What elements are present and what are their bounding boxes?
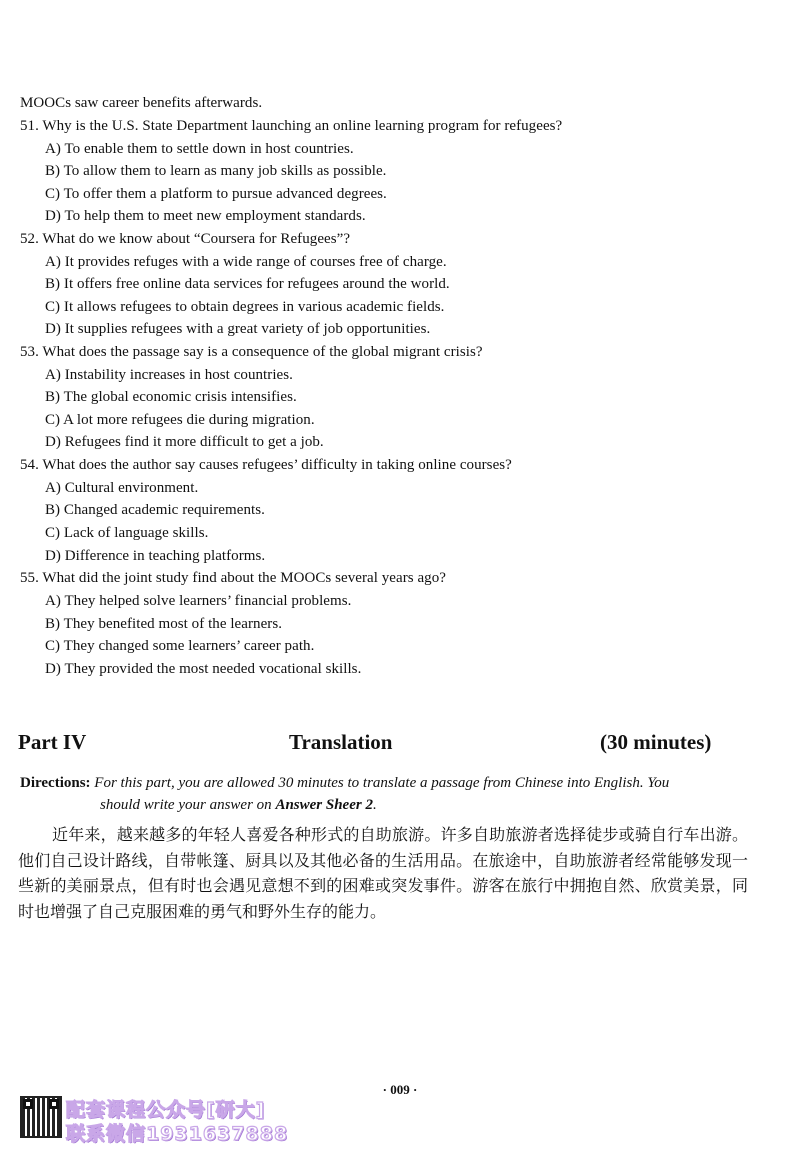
directions-label: Directions: [20, 775, 91, 791]
question-51-option-a: A) To enable them to settle down in host countries. [45, 141, 354, 157]
question-55-option-a: A) They helped solve learners’ financial problems. [45, 593, 352, 609]
question-52-stem: 52. What do we know about “Coursera for Refugees”? [20, 231, 351, 247]
chinese-passage: 近年来，越来越多的年轻人喜爱各种形式的自助旅游。许多自助旅游者选择徒步或骑自行车出游。他们自己设计路线，自带帐篷、厨具以及其他必备的生活用品。在旅途中，自助旅游者经常能够发现一些新的美丽景点，但有时也会遇见意想不到的困难或突发事件。游客在旅行中拥抱自然、欣赏美景，同时也增强了自己克服困难的勇气和野外生存的能力。 [18, 825, 748, 921]
question-55-stem: 55. What did the joint study find about the MOOCs several years ago? [20, 570, 446, 586]
part-title: Translation [289, 730, 393, 754]
question-51-option-c: C) To offer them a platform to pursue advanced degrees. [45, 186, 387, 202]
question-53-stem: 53. What does the passage say is a consequence of the global migrant crisis? [20, 344, 483, 360]
directions [20, 772, 740, 816]
question-53-option-a: A) Instability increases in host countries. [45, 367, 293, 383]
question-54-stem: 54. What does the author say causes refugees’ difficulty in taking online courses? [20, 457, 512, 473]
directions-text-line2-post: . [372, 797, 377, 813]
question-52-option-b: B) It offers free online data services for refugees around the world. [45, 276, 450, 292]
part-time: (30 minutes) [600, 730, 712, 754]
question-52-option-d: D) It supplies refugees with a great variety of job opportunities. [45, 321, 431, 337]
question-51-option-b: B) To allow them to learn as many job skills as possible. [45, 163, 387, 179]
question-53-option-b: B) The global economic crisis intensifies. [45, 389, 297, 405]
page-number: · 009 · [382, 1082, 418, 1097]
directions-text-line2-pre: should write your answer on [100, 797, 276, 813]
promo-line-1: 配套课程公众号[研大] [66, 1099, 266, 1121]
question-55-option-b: B) They benefited most of the learners. [45, 616, 283, 632]
question-53-option-c: C) A lot more refugees die during migration. [45, 412, 315, 428]
question-54-option-a: A) Cultural environment. [45, 480, 199, 496]
question-51-stem: 51. Why is the U.S. State Department launching an online learning program for refugees? [20, 118, 563, 134]
part-label: Part IV [18, 730, 87, 754]
question-54-option-c: C) Lack of language skills. [45, 525, 209, 541]
question-54-option-b: B) Changed academic requirements. [45, 502, 265, 518]
answer-sheet-name: Answer Sheer 2 [275, 797, 373, 813]
question-52-option-c: C) It allows refugees to obtain degrees in various academic fields. [45, 299, 445, 315]
directions-text-line2 [20, 794, 740, 816]
question-55-option-d: D) They provided the most needed vocational skills. [45, 661, 362, 677]
question-52-option-a: A) It provides refuges with a wide range of courses free of charge. [45, 254, 447, 270]
directions-text-line1: For this part, you are allowed 30 minutes to translate a passage from Chinese into English. You [94, 775, 670, 791]
promo-line-2: 联系微信1931637888 [66, 1123, 289, 1145]
qr-code-icon [20, 1096, 62, 1138]
question-53-option-d: D) Refugees find it more difficult to get a job. [45, 434, 324, 450]
question-54-option-d: D) Difference in teaching platforms. [45, 548, 266, 564]
passage-tail: MOOCs saw career benefits afterwards. [20, 95, 263, 111]
question-55-option-c: C) They changed some learners’ career path. [45, 638, 315, 654]
question-51-option-d: D) To help them to meet new employment standards. [45, 208, 366, 224]
